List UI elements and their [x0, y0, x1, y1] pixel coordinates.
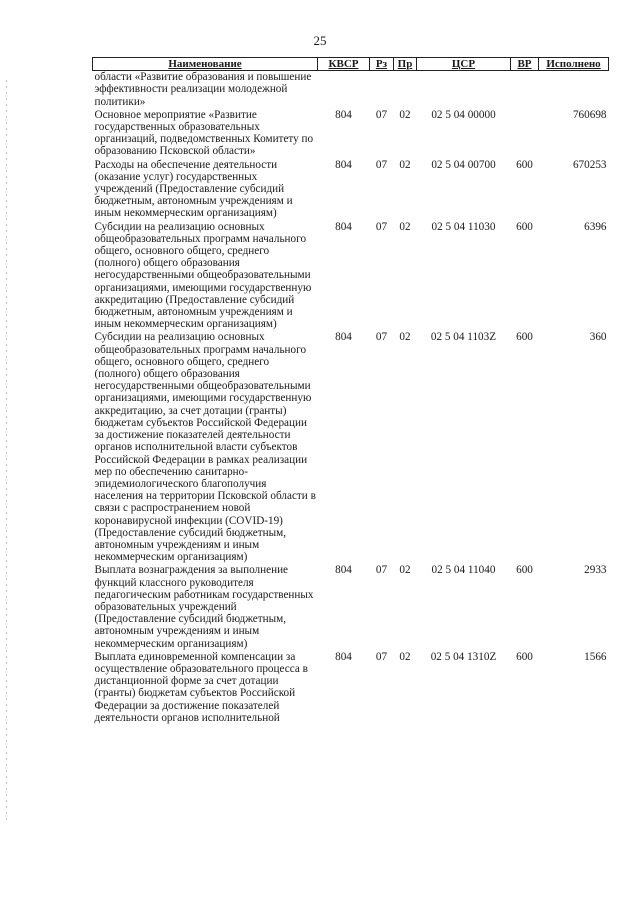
- header-kvsr: КВСР: [318, 58, 370, 71]
- row-name: Субсидии на реализацию основных общеобразовательных программ начального общего, основного общего, среднего (полного) общего образования негосударственными общеобразовательными организациями, имеющими государственную аккредитацию (Предоставление субсидий бюджетным, автономным учреждениям и иным некоммерческим организациям): [94, 220, 312, 331]
- row-kvsr: 804: [335, 564, 352, 577]
- table-row: [93, 109, 609, 159]
- row-kvsr: [318, 71, 370, 109]
- row-name: Расходы на обеспечение деятельности (оказание услуг) государственных учреждений (Предоставление субсидий бюджетным, автономным учреждениям и иным некоммерческим организациям): [94, 158, 293, 220]
- row-vr: 600: [516, 158, 533, 171]
- row-csr: 02 5 04 1310Z: [430, 650, 497, 663]
- table-row: [93, 564, 609, 650]
- table-header-row: [93, 58, 609, 71]
- row-pr: 02: [399, 331, 411, 344]
- row-name: Основное мероприятие «Развитие государственных образовательных организаций, подведомственных Комитету по образованию Псковской области»: [94, 108, 314, 158]
- header-rz: Рз: [370, 58, 394, 71]
- row-vr: 600: [516, 564, 533, 577]
- row-rz: 07: [375, 564, 388, 577]
- row-done: 2933: [584, 564, 607, 577]
- header-name: Наименование: [93, 58, 318, 71]
- row-name: Выплата единовременной компенсации за осуществление образовательного процесса в дистанционной форме за счет дотации (гранты) бюджетам субъектов Российской Федерации за достижение показателей деятельности органов исполнительной: [94, 650, 308, 724]
- row-vr: [511, 71, 539, 109]
- row-csr: 02 5 04 00000: [431, 108, 496, 121]
- row-done: 670253: [572, 158, 607, 171]
- scan-margin-mark: [6, 80, 7, 820]
- header-csr: ЦСР: [417, 58, 511, 71]
- row-csr: 02 5 04 1103Z: [430, 331, 497, 344]
- row-pr: 02: [399, 108, 411, 121]
- row-csr: 02 5 04 11030: [431, 220, 496, 233]
- table-row: [93, 159, 609, 221]
- row-pr: 02: [399, 650, 411, 663]
- row-rz: [370, 71, 394, 109]
- row-done: 1566: [584, 650, 607, 663]
- row-name: области «Развитие образования и повышение эффективности реализации молодежной политики»: [94, 71, 312, 108]
- row-vr: [511, 109, 539, 159]
- row-done: 360: [589, 331, 607, 344]
- row-pr: 02: [399, 564, 411, 577]
- row-pr: 02: [399, 220, 411, 233]
- row-done: 6396: [584, 220, 607, 233]
- row-pr: [394, 71, 417, 109]
- row-kvsr: 804: [335, 650, 352, 663]
- row-rz: 07: [375, 158, 388, 171]
- row-done: 760698: [572, 108, 607, 121]
- row-kvsr: 804: [335, 108, 352, 121]
- page-number: 25: [313, 33, 327, 48]
- row-rz: 07: [375, 650, 388, 663]
- table-row: [93, 331, 609, 564]
- row-vr: 600: [516, 220, 533, 233]
- row-rz: 07: [375, 220, 388, 233]
- row-vr: 600: [516, 650, 533, 663]
- row-kvsr: 804: [335, 331, 352, 344]
- row-kvsr: 804: [335, 220, 352, 233]
- row-rz: 07: [375, 331, 388, 344]
- row-csr: 02 5 04 11040: [431, 564, 496, 577]
- row-csr: 02 5 04 00700: [431, 158, 496, 171]
- row-done: [539, 71, 609, 109]
- row-name: Выплата вознаграждения за выполнение функций классного руководителя педагогическим работникам государственных образовательных учреждений (Предоставление субсидий бюджетным, автономным учреждениям и иным некоммерческим организациям): [94, 564, 314, 650]
- table-row: [93, 221, 609, 332]
- table-row: [93, 71, 609, 109]
- budget-execution-table: [92, 57, 609, 725]
- header-done: Исполнено: [539, 58, 609, 71]
- header-pr: Пр: [394, 58, 417, 71]
- row-rz: 07: [375, 108, 388, 121]
- row-kvsr: 804: [335, 158, 352, 171]
- row-pr: 02: [399, 158, 411, 171]
- header-vr: ВР: [511, 58, 539, 71]
- row-name: Субсидии на реализацию основных общеобразовательных программ начального общего, основного общего, среднего (полного) общего образования негосударственными общеобразовательными организациями, имеющими государственную аккредитацию, за счет дотации (гранты) бюджетам субъектов Российской Федерации за достижение показателей деятельности органов исполнительной власти субъектов Российской Федерации в рамках реализации мер по обеспечению санитарно-эпидемиологического благополучия населения на территории Псковской области в связи с распространением новой коронавирусной инфекции (COVID-19) (Предоставление субсидий бюджетным, автономным учреждениям и иным некоммерческим организациям): [94, 331, 316, 564]
- row-vr: 600: [516, 331, 533, 344]
- table-row: [93, 651, 609, 725]
- row-csr: [417, 71, 511, 109]
